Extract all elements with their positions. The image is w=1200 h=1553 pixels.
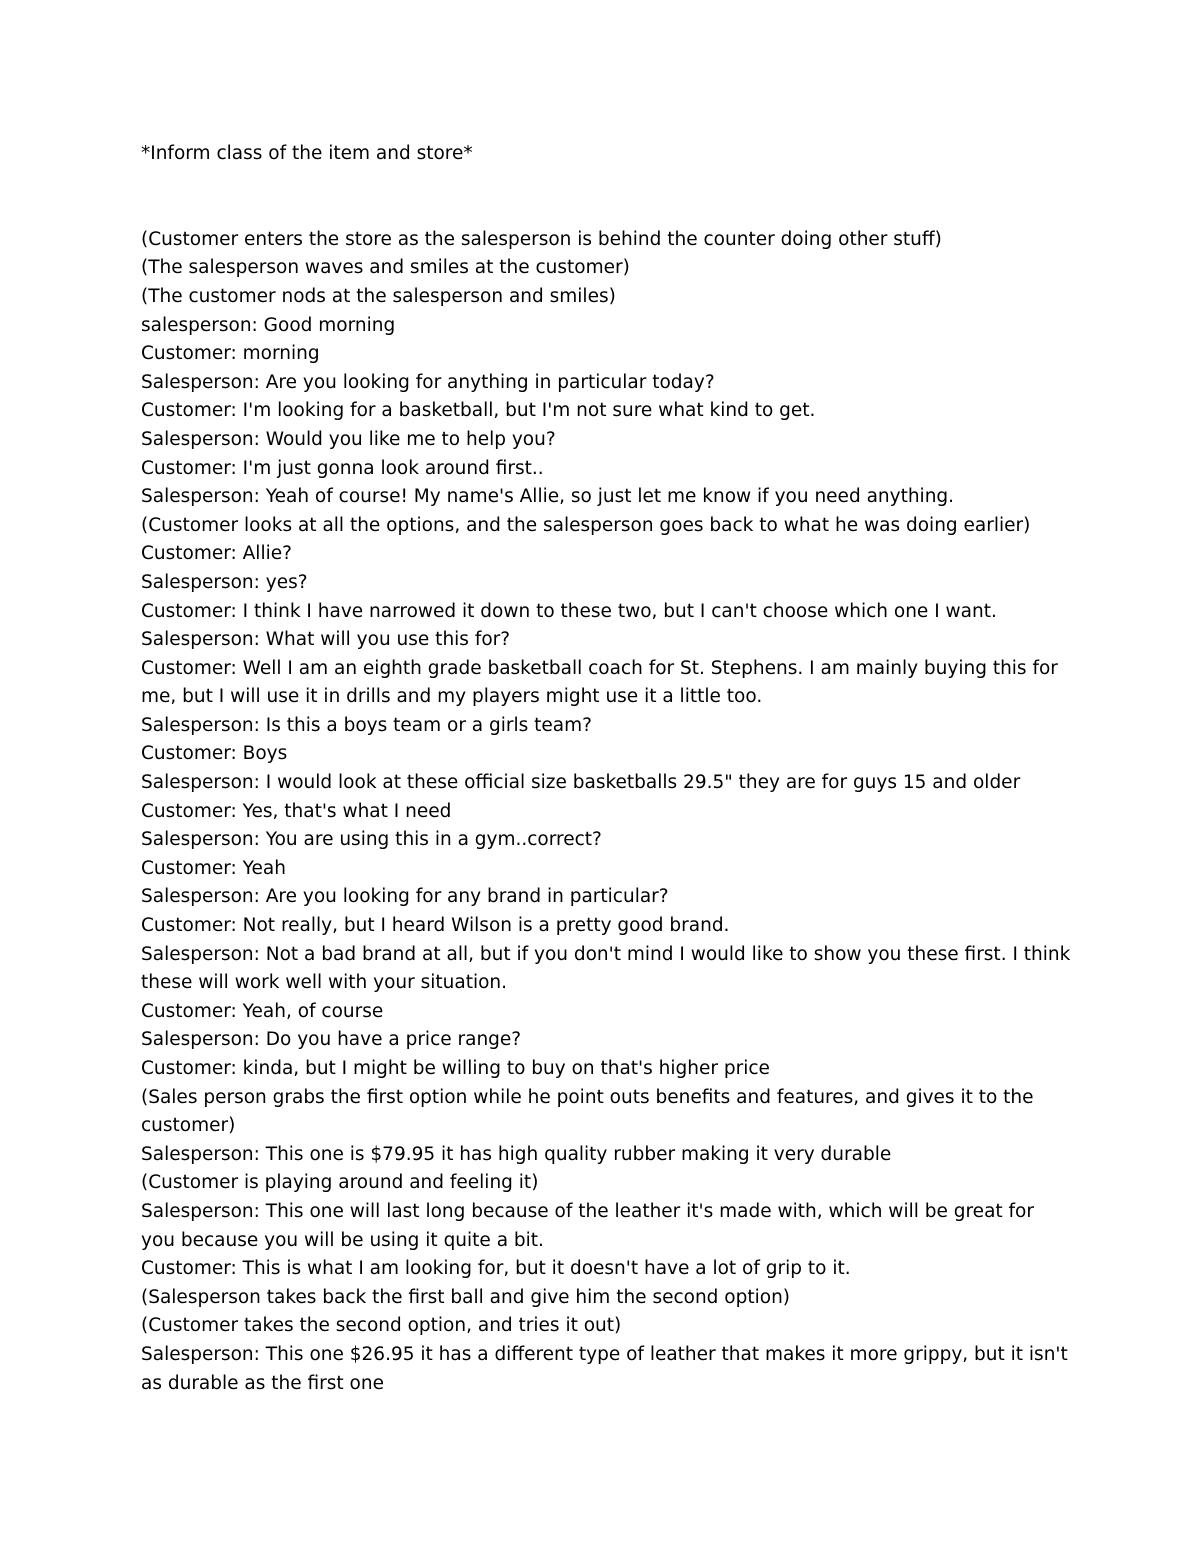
dialogue-line: salesperson: Good morning: [141, 314, 396, 336]
dialogue-body: [141, 226, 1071, 1398]
dialogue-line: Salesperson: Yeah of course! My name's Allie, so just let me know if you need anything.: [141, 486, 955, 508]
dialogue-line: Salesperson: Would you like me to help you?: [141, 428, 556, 450]
document-heading: *Inform class of the item and store*: [141, 143, 473, 164]
blank-space: [141, 169, 1071, 226]
dialogue-line: Salesperson: This one is $79.95 it has high quality rubber making it very durable: [141, 1143, 892, 1165]
dialogue-line: Salesperson: This one will last long because of the leather it's made with, which will be great for you because you will be using it quite a bit.: [141, 1200, 1034, 1251]
dialogue-line: (Customer takes the second option, and tries it out): [141, 1315, 622, 1337]
dialogue-line: Customer: Yeah, of course: [141, 1000, 384, 1022]
dialogue-line: Salesperson: This one $26.95 it has a different type of leather that makes it more grippy, but it isn't as durable as the first one: [141, 1343, 1068, 1394]
dialogue-line: Customer: This is what I am looking for, but it doesn't have a lot of grip to it.: [141, 1258, 851, 1280]
dialogue-line: (The salesperson waves and smiles at the customer): [141, 257, 630, 279]
dialogue-line: Salesperson: Do you have a price range?: [141, 1029, 522, 1051]
dialogue-line: Customer: I'm looking for a basketball, but I'm not sure what kind to get.: [141, 400, 816, 422]
dialogue-line: Customer: Boys: [141, 743, 288, 765]
dialogue-line: Salesperson: yes?: [141, 571, 308, 593]
dialogue-line: Salesperson: What will you use this for?: [141, 629, 511, 651]
dialogue-line: (Salesperson takes back the first ball and give him the second option): [141, 1286, 791, 1308]
dialogue-line: Salesperson: I would look at these official size basketballs 29.5" they are for guys 15 and older: [141, 772, 1021, 794]
document-content: [141, 140, 1071, 1398]
dialogue-line: Salesperson: Is this a boys team or a girls team?: [141, 714, 592, 736]
dialogue-line: Customer: Not really, but I heard Wilson is a pretty good brand.: [141, 915, 730, 937]
dialogue-line: (The customer nods at the salesperson and smiles): [141, 285, 616, 307]
dialogue-line: Salesperson: Are you looking for anything in particular today?: [141, 371, 715, 393]
dialogue-line: Salesperson: Are you looking for any brand in particular?: [141, 886, 669, 908]
dialogue-line: Customer: Yeah: [141, 857, 286, 879]
dialogue-line: Customer: morning: [141, 343, 320, 365]
dialogue-line: Salesperson: Not a bad brand at all, but if you don't mind I would like to show you these first. I think these will work well with your situation.: [141, 943, 1071, 994]
dialogue-line: (Customer is playing around and feeling it): [141, 1172, 539, 1194]
dialogue-line: (Customer enters the store as the salesperson is behind the counter doing other stuff): [141, 228, 942, 250]
dialogue-line: Customer: Yes, that's what I need: [141, 800, 452, 822]
dialogue-line: Customer: Allie?: [141, 543, 292, 565]
dialogue-line: Salesperson: You are using this in a gym..correct?: [141, 829, 602, 851]
dialogue-line: Customer: I'm just gonna look around first..: [141, 457, 544, 479]
dialogue-line: Customer: kinda, but I might be willing to buy on that's higher price: [141, 1058, 770, 1079]
dialogue-line: Customer: I think I have narrowed it down to these two, but I can't choose which one I want.: [141, 600, 997, 622]
dialogue-line: Customer: Well I am an eighth grade basketball coach for St. Stephens. I am mainly buying this for me, but I will use it in drills and my players might use it a little too.: [141, 657, 1058, 708]
dialogue-line: (Sales person grabs the first option while he point outs benefits and features, and gives it to the customer): [141, 1086, 1034, 1137]
dialogue-line: (Customer looks at all the options, and the salesperson goes back to what he was doing earlier): [141, 514, 1031, 536]
